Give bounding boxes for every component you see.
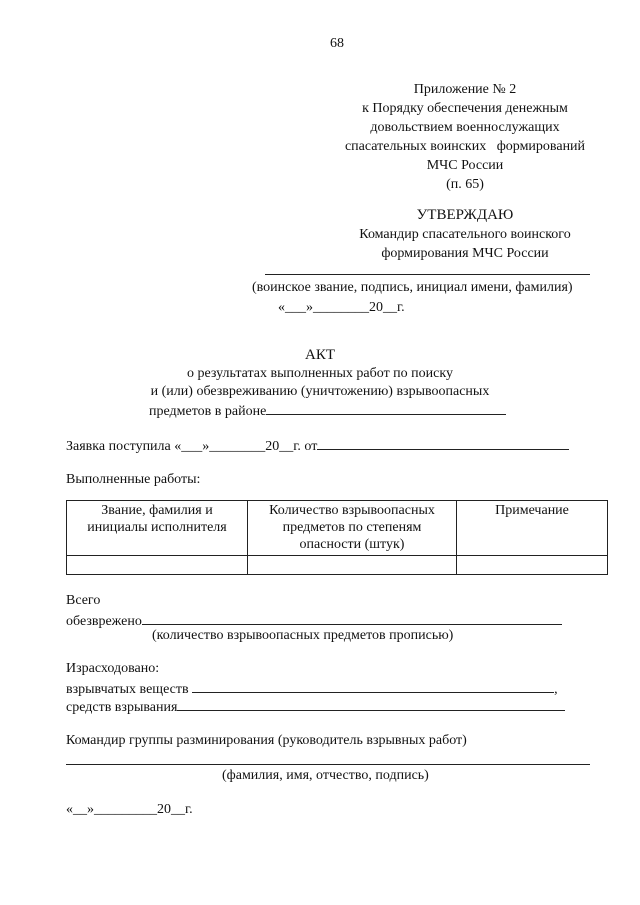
table-cell [248, 556, 457, 575]
appendix-line: к Порядку обеспечения денежным [362, 101, 568, 116]
approve-title: УТВЕРЖДАЮ [416, 207, 514, 223]
spent-explosives-row [66, 680, 558, 699]
commander-signature-line [66, 764, 590, 765]
approve-block [330, 206, 600, 263]
explosives-comma: , [554, 682, 558, 697]
act-region-text: предметов в районе [149, 404, 267, 419]
table-cell [457, 556, 608, 575]
approve-line: формирования МЧС России [381, 246, 549, 261]
appendix-line: довольствием военнослужащих [370, 120, 560, 135]
request-from-line [317, 437, 569, 450]
table-header-executor: Звание, фамилия и инициалы исполнителя [67, 501, 248, 556]
total-line1: Всего [66, 593, 101, 608]
approve-signature-line [265, 274, 590, 275]
spent-explosives-label: взрывчатых веществ [66, 682, 189, 697]
request-row [66, 437, 569, 456]
appendix-line: Приложение № 2 [413, 82, 517, 97]
appendix-block [320, 80, 610, 194]
table-cell [67, 556, 248, 575]
total-field-line [142, 612, 562, 625]
act-line: и (или) обезвреживанию (уничтожению) взрывоопасных [150, 384, 490, 399]
appendix-line: МЧС России [426, 158, 504, 173]
page-number: 68 [330, 36, 344, 51]
final-date: «__»_________20__г. [66, 802, 193, 817]
total-caption: (количество взрывоопасных предметов прописью) [152, 628, 454, 643]
total-label: обезврежено [66, 614, 142, 629]
act-title: АКТ [305, 347, 335, 363]
explosives-field-line [192, 680, 554, 693]
works-label: Выполненные работы: [66, 472, 201, 487]
act-line: о результатах выполненных работ по поиску [187, 366, 453, 381]
approve-line: Командир спасательного воинского [359, 227, 571, 242]
commander-label: Командир группы разминирования (руководитель взрывных работ) [66, 733, 467, 748]
act-region-label [149, 402, 506, 421]
spent-detonators-label: средств взрывания [66, 700, 178, 715]
table-header-row [67, 501, 608, 556]
approve-caption: (воинское звание, подпись, инициал имени, фамилия) [252, 280, 573, 295]
spent-title: Израсходовано: [66, 661, 160, 676]
request-label: Заявка поступила «___»________20__г. от [66, 439, 318, 454]
spent-detonators-row [66, 698, 565, 717]
table-header-note: Примечание [457, 501, 608, 556]
table-header-quantity: Количество взрывоопасных предметов по степеням опасности (штук) [248, 501, 457, 556]
table-row [67, 556, 608, 575]
appendix-line: спасательных воинских формирований [344, 139, 586, 154]
detonators-field-line [177, 698, 565, 711]
approve-date: «___»________20__г. [278, 300, 405, 315]
appendix-line: (п. 65) [446, 177, 484, 192]
region-field-line [266, 402, 506, 415]
works-table [66, 500, 608, 575]
commander-caption: (фамилия, имя, отчество, подпись) [222, 768, 429, 783]
